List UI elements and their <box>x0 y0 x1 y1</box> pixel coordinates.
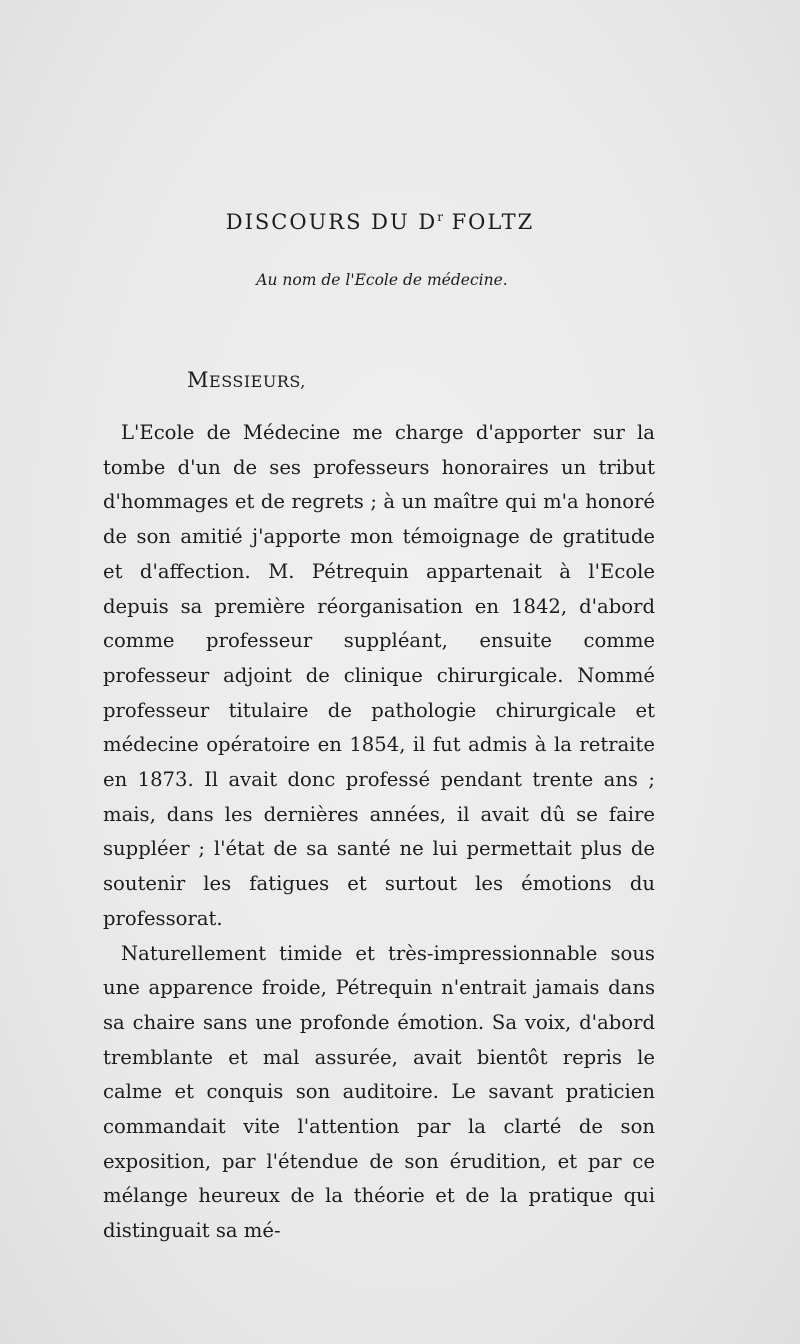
paragraph-2: Naturellement timide et très-impressionnable sous une apparence froide, Pétrequin n'entrait jamais dans sa chaire sans une profonde émotion. Sa voix, d'abord tremblante et mal assurée, avait bientôt repris le calme et conquis son auditoire. Le savant praticien commandait vite l'attention par la clarté de son exposition, par l'étendue de son érudition, et par ce mélange heureux de la théorie et de la pratique qui distinguait sa mé- <box>103 941 655 1243</box>
discourse-title <box>0 210 760 234</box>
discourse-subtitle: Au nom de l'Ecole de médecine. <box>256 271 508 289</box>
salutation-initial: M <box>187 368 210 392</box>
salutation <box>187 368 306 392</box>
salutation-rest: ESSIEURS, <box>209 372 306 391</box>
body-text <box>103 416 655 1249</box>
paragraph-1: L'Ecole de Médecine me charge d'apporter sur la tombe d'un de ses professeurs honoraires un tribut d'hommages et de regrets ; à un maître qui m'a honoré de son amitié j'apporte mon témoignage de gratitude et d'affection. M. Pétrequin appartenait à l'Ecole depuis sa première réorganisation en 1842, d'abord comme professeur suppléant, ensuite comme professeur adjoint de clinique chirurgicale. Nommé professeur titulaire de pathologie chirurgicale et médecine opératoire en 1854, il fut admis à la retraite en 1873. Il avait donc professé pendant trente ans ; mais, dans les dernières années, il avait dû se faire suppléer ; l'état de sa santé ne lui permettait plus de soutenir les fatigues et surtout les émotions du professorat. <box>103 421 655 930</box>
title-main: DISCOURS DU D <box>225 210 438 234</box>
title-end: FOLTZ <box>442 210 535 234</box>
title-superscript: r <box>437 210 443 224</box>
